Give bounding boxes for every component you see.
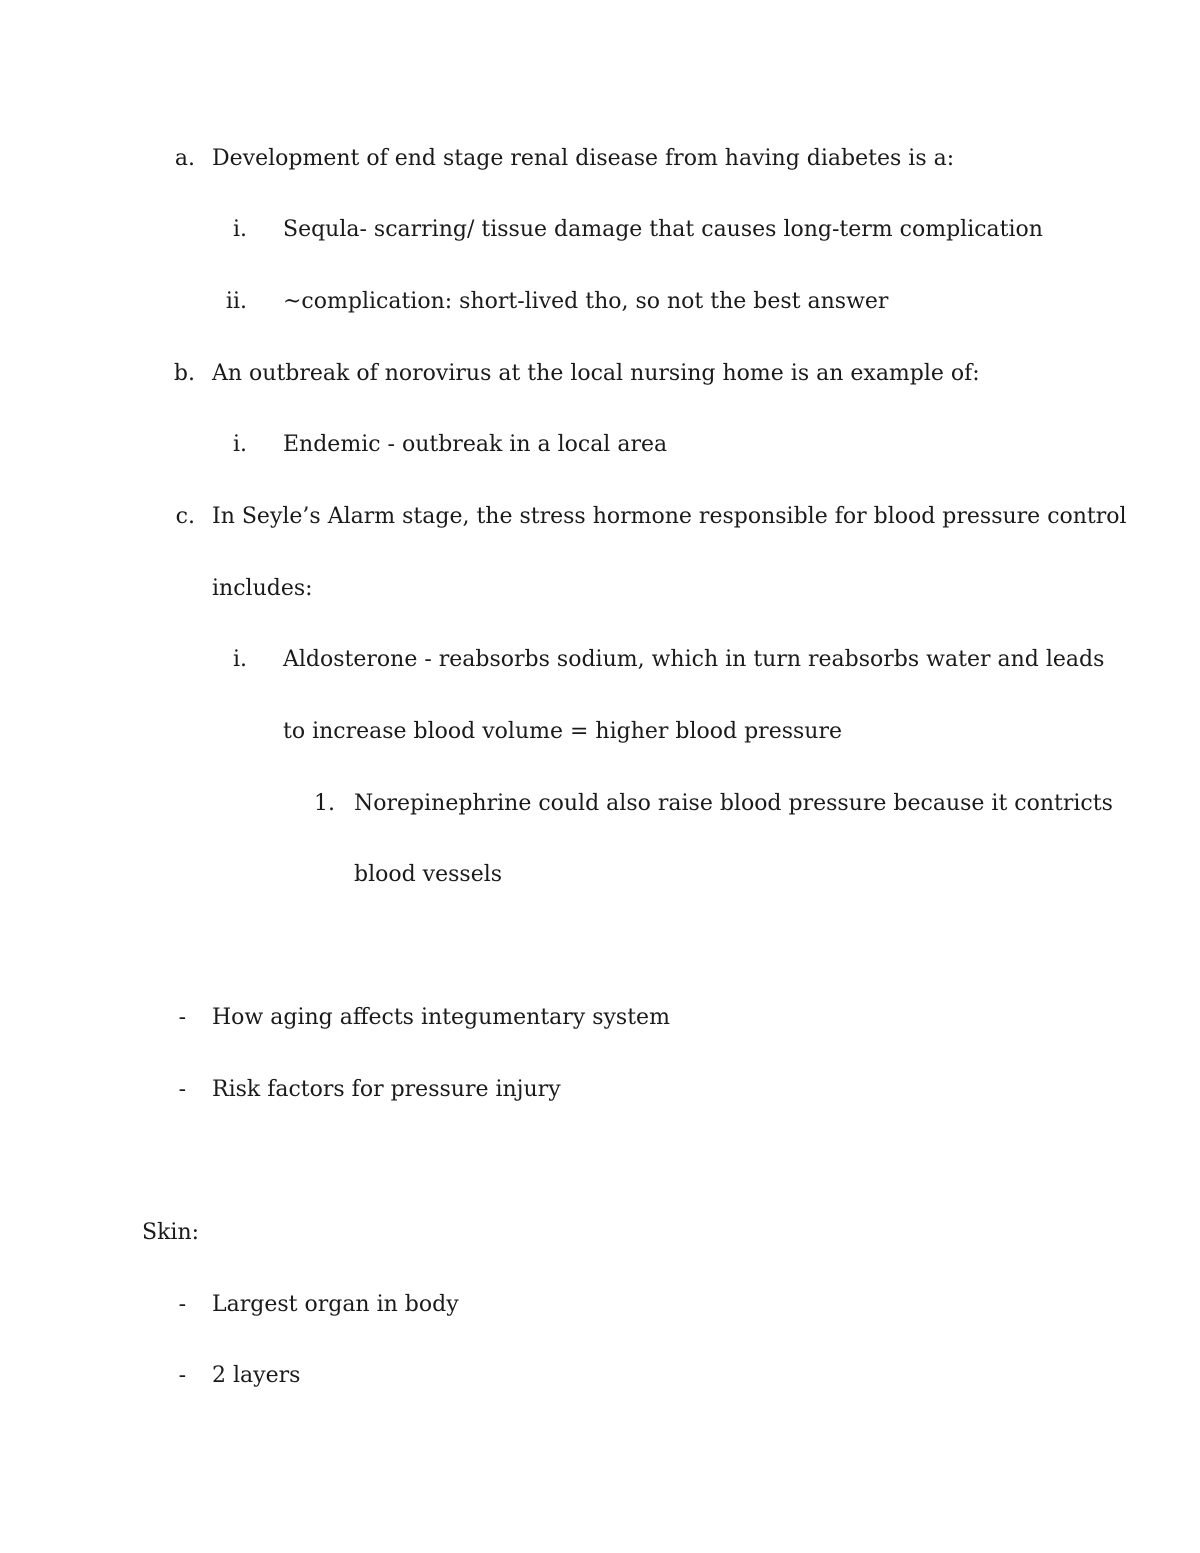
question-c-text-line2: includes: xyxy=(212,576,313,601)
question-a-text: Development of end stage renal disease from having diabetes is a: xyxy=(212,146,955,171)
note-c-i-1-text-line1: Norepinephrine could also raise blood pressure because it contricts xyxy=(354,791,1113,816)
bullet-marker: - xyxy=(178,1077,186,1102)
list-marker-c-i-1: 1. xyxy=(314,791,335,816)
note-c-i-1-text-line2: blood vessels xyxy=(354,862,503,887)
list-marker-b-i: i. xyxy=(232,432,247,457)
answer-c-i-text-line2: to increase blood volume = higher blood pressure xyxy=(283,719,843,744)
bullet-aging-integumentary: How aging affects integumentary system xyxy=(212,1005,670,1030)
question-b-text: An outbreak of norovirus at the local nursing home is an example of: xyxy=(212,361,980,386)
bullet-marker: - xyxy=(178,1292,186,1317)
list-marker-b: b. xyxy=(173,361,195,386)
bullet-largest-organ: Largest organ in body xyxy=(212,1292,459,1317)
list-marker-c: c. xyxy=(175,504,195,529)
list-marker-a-i: i. xyxy=(232,217,247,242)
bullet-marker: - xyxy=(178,1363,186,1388)
question-c-text-line1: In Seyle’s Alarm stage, the stress hormone responsible for blood pressure control xyxy=(212,504,1127,529)
answer-b-i-text: Endemic - outbreak in a local area xyxy=(283,432,668,457)
answer-c-i-text-line1: Aldosterone - reabsorbs sodium, which in turn reabsorbs water and leads xyxy=(283,647,1105,672)
bullet-marker: - xyxy=(178,1005,186,1030)
answer-a-i-text: Sequla- scarring/ tissue damage that causes long-term complication xyxy=(283,217,1043,242)
answer-a-ii-text: ~complication: short-lived tho, so not the best answer xyxy=(283,289,889,314)
bullet-two-layers: 2 layers xyxy=(212,1363,301,1388)
list-marker-a-ii: ii. xyxy=(225,289,247,314)
list-marker-c-i: i. xyxy=(232,647,247,672)
list-marker-a: a. xyxy=(174,146,195,171)
bullet-pressure-injury-risk: Risk factors for pressure injury xyxy=(212,1077,561,1102)
section-heading-skin: Skin: xyxy=(142,1220,200,1245)
